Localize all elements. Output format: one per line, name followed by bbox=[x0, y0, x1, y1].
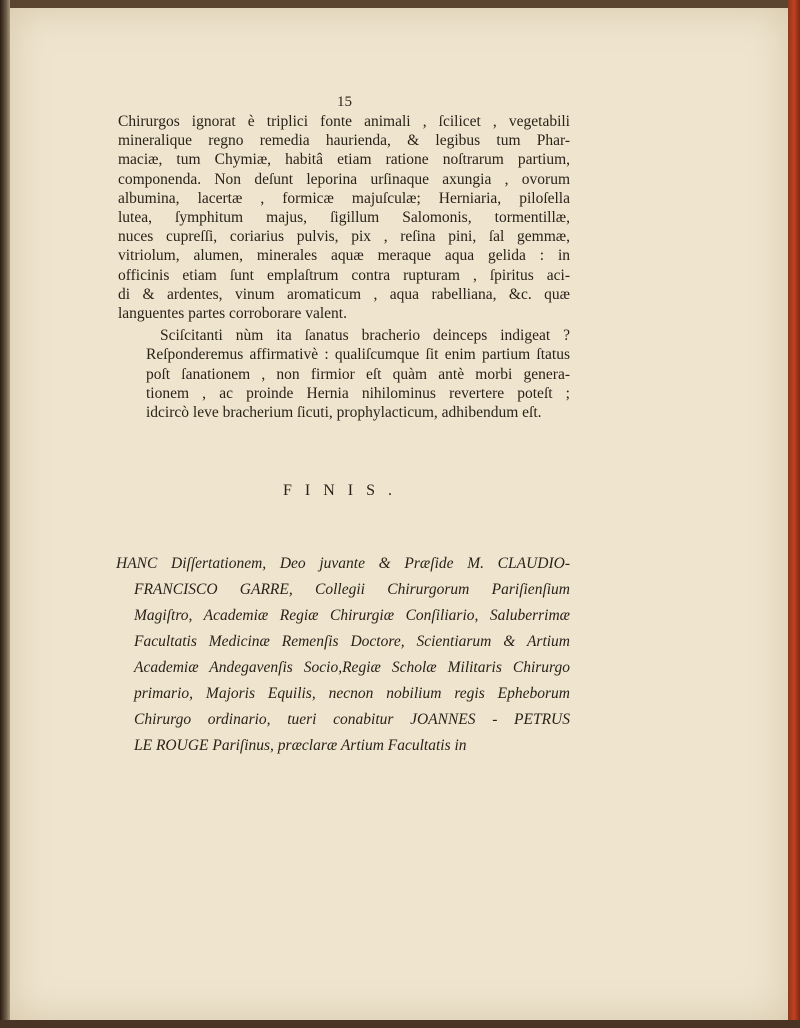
text-line: officinis etiam ſunt emplaſtrum contra rupturam , ſpiritus aci- bbox=[118, 266, 570, 284]
text-line: Sciſcitanti nùm ita ſanatus bracherio deinceps indigeat ? bbox=[160, 327, 570, 345]
body-text bbox=[118, 112, 570, 422]
text-line: nuces cupreſſi, coriarius pulvis, pix , reſina pini, ſal gemmæ, bbox=[118, 228, 570, 246]
dedication-line: Facultatis Medicinæ Remenſis Doctore, Scientiarum & Artium bbox=[134, 633, 570, 650]
dedication-line: Academiæ Andegavenſis Socio,Regiæ Scholæ Militaris Chirurgo bbox=[134, 659, 570, 676]
dedication-line: FRANCISCO GARRE, Collegii Chirurgorum Pariſienſium bbox=[134, 581, 570, 598]
text-line: tionem , ac proinde Hernia nihilominus revertere poteſt ; bbox=[146, 384, 570, 402]
text-line: componenda. Non deſunt leporina urſinaque axungia , ovorum bbox=[118, 170, 570, 188]
book-cover-edge bbox=[788, 0, 800, 1028]
paragraph-1 bbox=[118, 112, 570, 323]
dedication-line: LE ROUGE Pariſinus, præclaræ Artium Facultatis in bbox=[134, 737, 467, 754]
text-line: maciæ, tum Chymiæ, habitâ etiam ratione noſtrarum partium, bbox=[118, 151, 570, 169]
page-number: 15 bbox=[337, 94, 352, 110]
page-bottom-edge bbox=[0, 1020, 800, 1028]
dedication-line: HANC Diſſertationem, Deo juvante & Præſide M. CLAUDIO- bbox=[116, 555, 570, 572]
dedication-line: Magiſtro, Academiæ Regiæ Chirurgiæ Conſiliario, Saluberrimæ bbox=[134, 607, 570, 624]
dedication-text bbox=[116, 551, 570, 759]
text-line: albumina, lacertæ , formicæ majuſculæ; Herniaria, piloſella bbox=[118, 189, 570, 207]
paragraph-2 bbox=[118, 326, 570, 422]
text-line: idcircò leve bracherium ſicuti, prophylacticum, adhibendum eſt. bbox=[146, 404, 542, 422]
book-spine-edge bbox=[0, 0, 10, 1028]
text-line: Reſponderemus affirmativè : qualiſcumque ſit enim partium ſtatus bbox=[146, 346, 570, 364]
text-line: mineralique regno remedia haurienda, & legibus tum Phar- bbox=[118, 132, 570, 150]
dedication-line: primario, Majoris Equilis, necnon nobilium regis Epheborum bbox=[134, 685, 570, 702]
dedication-line: Chirurgo ordinario, tueri conabitur JOANNES - PETRUS bbox=[134, 711, 570, 728]
text-line: languentes partes corroborare valent. bbox=[118, 305, 347, 323]
text-line: Chirurgos ignorat è triplici fonte animali , ſcilicet , vegetabili bbox=[118, 113, 570, 130]
text-line: lutea, ſymphitum majus, ſigillum Salomonis, tormentillæ, bbox=[118, 209, 570, 227]
text-line: poſt ſanationem , non firmior eſt quàm antè morbi genera- bbox=[146, 365, 570, 383]
page-top-edge bbox=[0, 0, 800, 8]
text-line: vitriolum, alumen, minerales aquæ meraque aqua gelida : in bbox=[118, 247, 570, 265]
text-line: di & ardentes, vinum aromaticum , aqua rabelliana, &c. quæ bbox=[118, 285, 570, 303]
finis-heading: FINIS. bbox=[283, 482, 406, 499]
